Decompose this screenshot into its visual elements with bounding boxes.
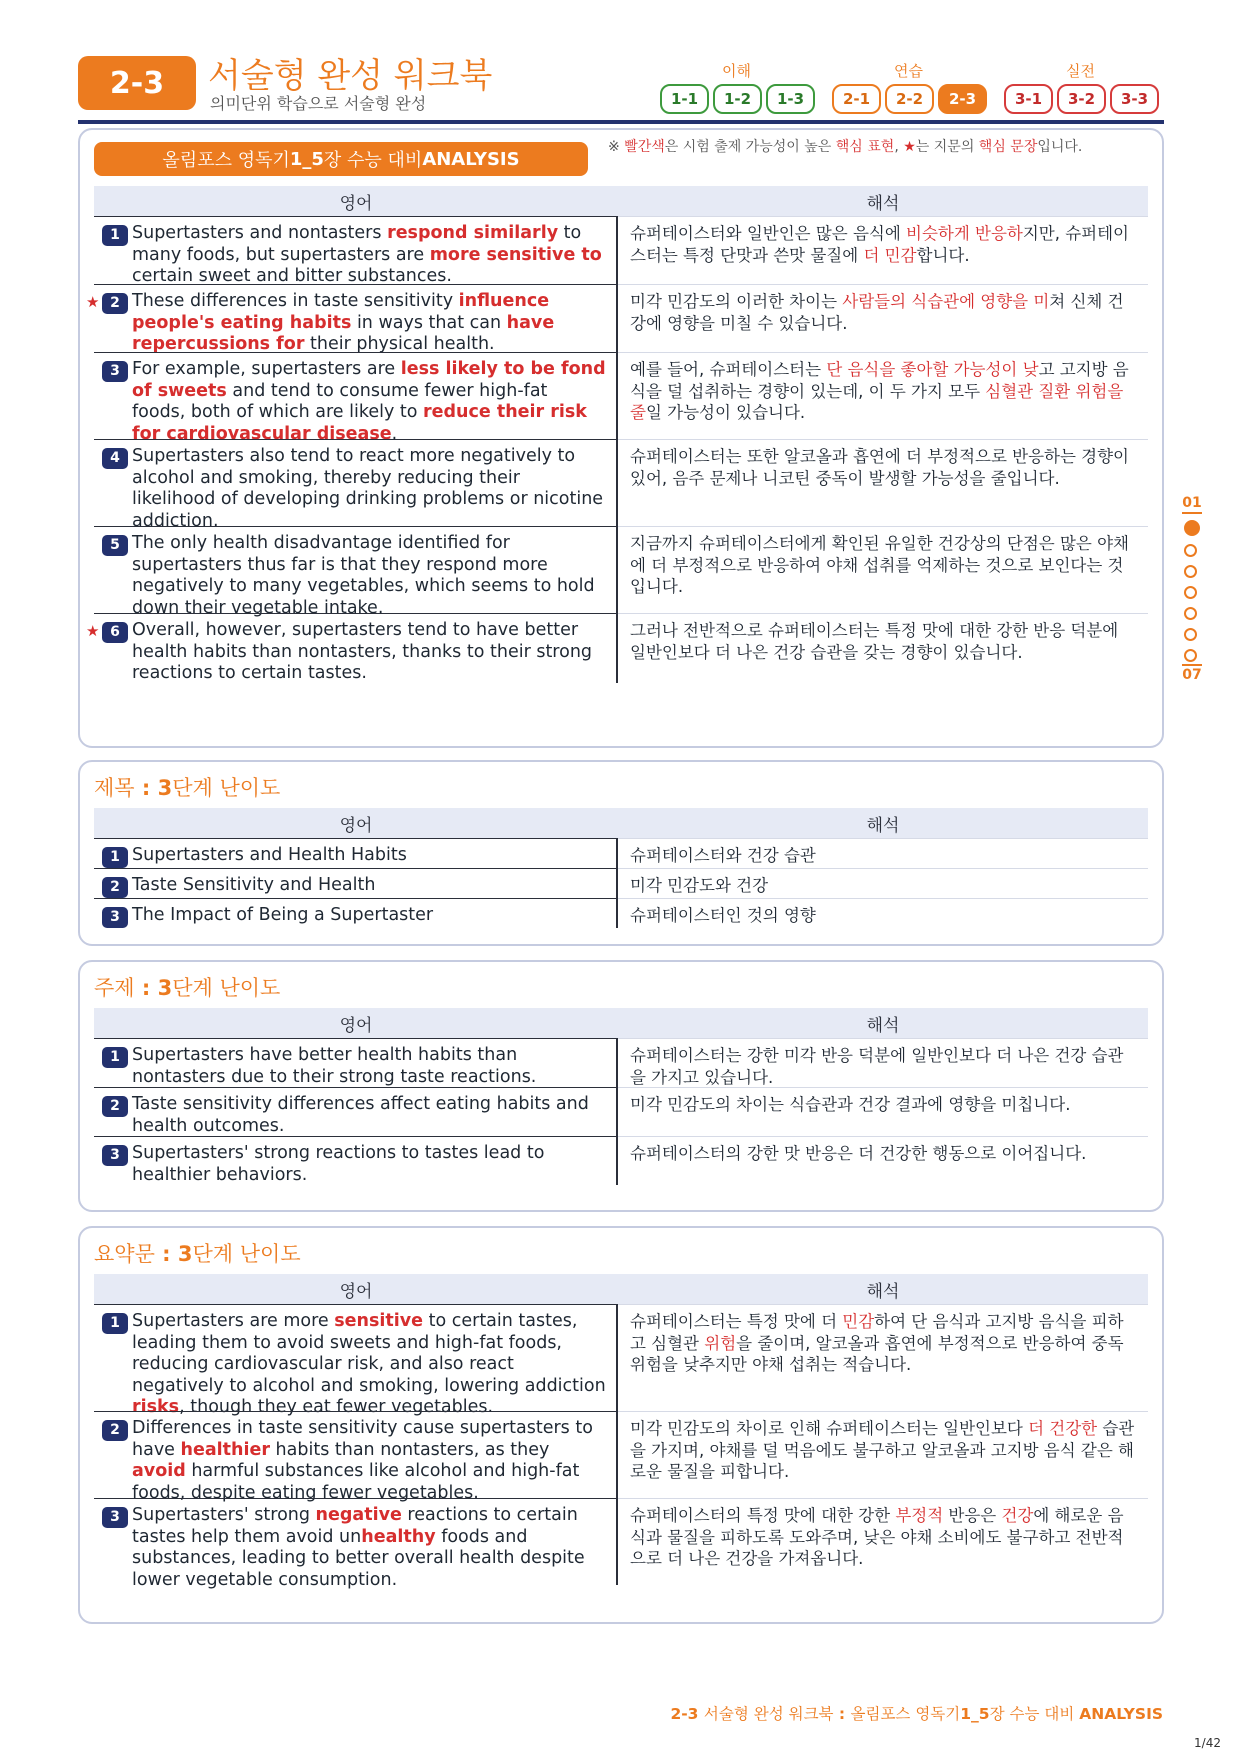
page-title: 서술형 완성 워크북 [208, 56, 493, 96]
progress-dot-icon[interactable] [1184, 649, 1197, 662]
column-header-english: 영어 [339, 1015, 373, 1036]
analysis-table [86, 186, 1148, 683]
key-expression: influence people's eating habits [132, 291, 550, 333]
section-heading: 요약문 : 3단계 난이도 [94, 1242, 301, 1266]
sentence-number-badge: 2 [102, 293, 128, 314]
sentence-text: to certain tastes, leading them to avoid sweets and high-fat foods, reducing cardiovascular risk, and also react negatively to alcohol and smoking, lowering addiction [132, 1311, 606, 1396]
table-row [94, 898, 1148, 928]
sentence-number-badge: 1 [102, 1313, 128, 1334]
korean-cell [618, 216, 1148, 284]
footer-caption [670, 1702, 1163, 1724]
korean-cell [618, 1136, 1148, 1185]
table-row [86, 613, 1148, 683]
title-panel [78, 760, 1164, 946]
footer-text: 1_5 [960, 1705, 990, 1723]
progress-dot-icon[interactable] [1184, 607, 1197, 620]
english-cell [94, 526, 618, 618]
translation-text: 일 가능성이 있습니다. [645, 403, 806, 422]
section-label: 제목 [94, 776, 135, 800]
sentence-text: Supertasters' strong reactions to tastes lead to healthier behaviors. [132, 1143, 545, 1185]
korean-cell [618, 284, 1148, 352]
korean-cell [618, 439, 1148, 526]
note-text: 핵심 표현 [835, 139, 895, 155]
key-expression: risks [132, 1397, 180, 1417]
korean-cell [618, 526, 1148, 613]
step-button-2-2[interactable]: 2-2 [885, 84, 934, 114]
step-button-1-2[interactable]: 1-2 [713, 84, 762, 114]
table-header [94, 808, 1148, 838]
section-label: 주제 [94, 976, 135, 1000]
key-expression: 더 민감 [863, 245, 917, 265]
korean-cell [618, 1498, 1148, 1585]
table-row [94, 1498, 1148, 1590]
sentence-number-badge: 2 [102, 1096, 128, 1117]
key-expression: sensitive [334, 1311, 424, 1331]
footer-text: : [833, 1705, 851, 1723]
key-expression: reduce their risk for cardiovascular disease [132, 402, 587, 444]
note-text: 핵심 문장 [978, 139, 1038, 155]
pill-text: 장 수능 대비 [323, 150, 423, 171]
sentence-text: Supertasters and nontasters [132, 223, 388, 243]
english-cell [94, 1038, 618, 1087]
sentence-text: Supertasters and Health Habits [132, 845, 407, 865]
sentence-text: Supertasters' strong [132, 1505, 316, 1525]
note-text: 는 지문의 [915, 139, 979, 155]
translation-text: 슈퍼테이스터의 강한 맛 반응은 더 건강한 행동으로 이어집니다. [630, 1144, 1087, 1163]
footer-text: 2-3 [670, 1705, 704, 1723]
sentence-number-badge: 1 [102, 225, 128, 246]
progress-dot-active-icon[interactable] [1184, 520, 1200, 536]
sentence-number-badge: 6 [102, 622, 128, 643]
table-row [94, 838, 1148, 868]
pill-text: 1_5 [289, 148, 324, 170]
column-header-korean: 해석 [866, 193, 900, 214]
section-label: 요약문 [94, 1242, 155, 1266]
progress-dot-icon[interactable] [1184, 586, 1197, 599]
footer-text: 올림포스 영독기 [850, 1705, 961, 1723]
table-header [94, 1274, 1148, 1304]
table-row [94, 1411, 1148, 1503]
sentence-text: These differences in taste sensitivity [132, 291, 459, 311]
key-expression: negative [315, 1505, 402, 1525]
sentence-text: to many foods, but supertasters are [132, 223, 582, 265]
key-expression: 단 음식을 좋아할 가능성이 낮 [826, 360, 1039, 379]
table-header [94, 186, 1148, 216]
table-row [94, 1038, 1148, 1087]
progress-end-label: 07 [1182, 664, 1201, 684]
sentence-text: in ways that can [351, 312, 507, 333]
sentence-text: The only health disadvantage identified for supertasters thus far is that they respond more negatively to many vegetables, which seems to hold down their vegetable intake. [132, 533, 595, 618]
translation-text: 고 고지방 음식을 덜 섭취하는 경향이 있는데, 이 두 가지 모두 [630, 360, 1129, 401]
english-cell [94, 1304, 618, 1417]
table-row [94, 1136, 1148, 1185]
key-expression: less likely to be fond of sweets [132, 359, 606, 401]
key-sentence-star-icon: ★ [86, 622, 100, 640]
title-table [94, 808, 1148, 928]
english-cell [94, 439, 618, 531]
translation-text: 미각 민감도의 차이는 식습관과 건강 결과에 영향을 미칩니다. [630, 1095, 1071, 1114]
footer-text: 서술형 완성 워크북 [703, 1705, 834, 1723]
key-expression: 심혈관 질환 위험을 줄 [630, 381, 1124, 422]
column-header-english: 영어 [339, 815, 373, 836]
summary-table [94, 1274, 1148, 1590]
key-expression: healthy [361, 1526, 436, 1547]
sentence-text: For example, supertasters are [132, 359, 401, 379]
translation-text: 슈퍼테이스터는 또한 알코올과 흡연에 더 부정적으로 반응하는 경향이 있어, 음주 문제나 니코틴 중독이 발생할 가능성을 줄입니다. [630, 447, 1129, 488]
note-text: 은 시험 출제 가능성이 높은 [664, 139, 836, 155]
note-text: , [894, 139, 904, 155]
english-cell [94, 838, 618, 868]
note-text: ※ [608, 139, 625, 155]
key-expression: respond similarly [387, 223, 559, 243]
sentence-text: reactions to certain tastes help them avoid un [132, 1505, 578, 1547]
sentence-text: Taste sensitivity differences affect eating habits and health outcomes. [132, 1094, 589, 1136]
translation-text: 합니다. [916, 245, 970, 265]
key-expression: 민감 [842, 1312, 875, 1331]
level-suffix: 단계 난이도 [192, 1242, 301, 1266]
key-expression: 부정적 [895, 1506, 944, 1525]
sentence-text: Overall, however, supertasters tend to have better health habits than nontasters, thanks to their strong reactions to certain tastes. [132, 620, 593, 683]
key-expression: 위험 [704, 1333, 737, 1353]
english-cell [86, 613, 618, 683]
table-row [94, 1087, 1148, 1136]
column-header-korean: 해석 [866, 1281, 900, 1302]
translation-text: 하여 단 음식과 고지방 음식을 피하고 심혈관 [630, 1312, 1124, 1353]
korean-cell [618, 1038, 1148, 1087]
translation-text: 슈퍼테이스터인 것의 영향 [630, 906, 816, 925]
table-row [86, 284, 1148, 354]
pill-text: ANALYSIS [422, 148, 520, 170]
note-text: 입니다. [1037, 139, 1083, 155]
korean-cell [618, 352, 1148, 439]
legend-note [608, 138, 1156, 156]
translation-text: 미각 민감도의 차이로 인해 슈퍼테이스터는 일반인보다 [630, 1419, 1029, 1438]
step-group-real [1004, 84, 1159, 114]
sentence-number-badge: 2 [102, 1420, 128, 1441]
translation-text: 그러나 전반적으로 슈퍼테이스터는 특정 맛에 대한 강한 반응 덕분에 일반인보다 더 나은 건강 습관을 갖는 경향이 있습니다. [630, 621, 1119, 662]
sentence-number-badge: 4 [102, 448, 128, 469]
sentence-text: Supertasters are more [132, 1311, 335, 1331]
sentence-number-badge: 3 [102, 1145, 128, 1166]
key-expression: have repercussions for [132, 312, 555, 354]
sentence-number-badge: 1 [102, 847, 128, 868]
pill-text: 올림포스 영독기 [162, 150, 290, 171]
column-header-korean: 해석 [866, 815, 900, 836]
level-suffix: 단계 난이도 [172, 776, 281, 800]
step-button-1-3[interactable]: 1-3 [766, 84, 815, 114]
key-expression: healthier [180, 1439, 270, 1460]
star-icon: ★ [903, 139, 916, 155]
sentence-text: habits than nontasters, as they [269, 1439, 550, 1460]
translation-text: 예를 들어, 슈퍼테이스터는 [630, 360, 827, 379]
sentence-text: Taste Sensitivity and Health [132, 875, 376, 895]
analysis-pill [94, 142, 588, 176]
column-header-english: 영어 [339, 1281, 373, 1302]
sentence-number-badge: 3 [102, 361, 128, 382]
english-cell [94, 898, 618, 928]
korean-cell [618, 613, 1148, 683]
english-cell [94, 1498, 618, 1590]
translation-text: 을 줄이며, 알코올과 흡연에 부정적으로 반응하여 중독 위험을 낮추지만 야채 섭취는 적습니다. [630, 1333, 1124, 1374]
sentence-text: and tend to consume fewer high-fat foods, both of which are likely to [132, 380, 548, 422]
step-button-3-1[interactable]: 3-1 [1004, 84, 1053, 114]
group-label-understand: 이해 [722, 62, 751, 80]
header-divider [78, 120, 1164, 124]
sentence-text: harmful substances like alcohol and high-fat foods, despite eating fewer vegetables. [132, 1461, 580, 1503]
footer-text: 장 수능 대비 [989, 1705, 1080, 1723]
english-cell [94, 1136, 618, 1185]
sentence-text: . [391, 423, 398, 444]
progress-dot-icon[interactable] [1184, 544, 1197, 557]
key-expression: 더 건강한 [1028, 1419, 1098, 1438]
translation-text: 쳐 신체 건강에 영향을 미칠 수 있습니다. [630, 292, 1124, 333]
footer-text: ANALYSIS [1079, 1705, 1163, 1723]
translation-text: 반응은 [943, 1506, 1002, 1525]
sentence-number-badge: 2 [102, 877, 128, 898]
translation-text: 지금까지 슈퍼테이스터에게 확인된 유일한 건강상의 단점은 많은 야채에 더 부정적으로 반응하여 야채 섭취를 억제하는 것으로 보인다는 것입니다. [630, 534, 1129, 596]
english-cell [94, 1411, 618, 1503]
sentence-text: Supertasters have better health habits than nontasters due to their strong taste reactions. [132, 1045, 537, 1087]
group-label-practice: 연습 [894, 62, 923, 80]
korean-cell [618, 868, 1148, 898]
group-label-real: 실전 [1066, 62, 1095, 80]
note-text: 빨간색 [624, 139, 665, 155]
translation-text: 슈퍼테이스터와 건강 습관 [630, 846, 816, 865]
translation-text: 슈퍼테이스터의 특정 맛에 대한 강한 [630, 1506, 896, 1525]
translation-text: 습관을 가지며, 야채를 덜 먹음에도 불구하고 알코올과 고지방 음식 같은 해로운 물질을 피합니다. [630, 1419, 1135, 1481]
table-row [94, 1304, 1148, 1417]
sentence-text: Supertasters also tend to react more negatively to alcohol and smoking, thereby reducing their likelihood of developing drinking problems or nicotine addiction. [132, 446, 604, 531]
sentence-number-badge: 3 [102, 907, 128, 928]
progress-dot-icon[interactable] [1184, 565, 1197, 578]
sentence-number-badge: 5 [102, 535, 128, 556]
section-badge: 2-3 [78, 56, 196, 110]
column-header-english: 영어 [339, 193, 373, 214]
summary-panel [78, 1226, 1164, 1624]
section-heading: 주제 : 3단계 난이도 [94, 976, 281, 1000]
step-button-2-1[interactable]: 2-1 [832, 84, 881, 114]
table-row [94, 868, 1148, 898]
sentence-number-badge: 1 [102, 1047, 128, 1068]
step-button-3-3[interactable]: 3-3 [1110, 84, 1159, 114]
korean-cell [618, 1087, 1148, 1136]
translation-text: 지만, 슈퍼테이스터는 특정 단맛과 쓴맛 물질에 [630, 224, 1129, 265]
sentence-text: The Impact of Being a Supertaster [132, 905, 434, 925]
page-number: 1/42 [1194, 1736, 1221, 1750]
column-header-korean: 해석 [866, 1015, 900, 1036]
translation-text: 슈퍼테이스터와 일반인은 많은 음식에 [630, 224, 907, 243]
korean-cell [618, 838, 1148, 868]
table-row [94, 439, 1148, 531]
section-heading: 제목 : 3단계 난이도 [94, 776, 281, 800]
table-row [94, 526, 1148, 618]
key-expression: more sensitive to [429, 244, 602, 265]
level-number: 3 [157, 776, 173, 800]
sentence-number-badge: 3 [102, 1507, 128, 1528]
korean-cell [618, 898, 1148, 928]
key-expression: 사람들의 식습관에 영향을 미 [842, 292, 1050, 311]
english-cell [86, 284, 618, 354]
english-cell [94, 868, 618, 898]
progress-dot-icon[interactable] [1184, 628, 1197, 641]
english-cell [94, 352, 618, 444]
sentence-text: their physical health. [304, 334, 495, 354]
translation-text: 에 해로운 음식과 물질을 피하도록 도와주며, 낮은 야채 소비에도 불구하고 전반적으로 더 나은 건강을 가져옵니다. [630, 1506, 1124, 1568]
key-expression: 건강 [1001, 1506, 1034, 1525]
translation-text: 미각 민감도의 이러한 차이는 [630, 292, 843, 311]
level-number: 3 [177, 1242, 193, 1266]
translation-text: 미각 민감도와 건강 [630, 876, 769, 895]
korean-cell [618, 1411, 1148, 1498]
sentence-text: Differences in taste sensitivity cause supertasters to have [132, 1418, 593, 1460]
translation-text: 슈퍼테이스터는 강한 미각 반응 덕분에 일반인보다 더 나은 건강 습관을 가지고 있습니다. [630, 1046, 1124, 1087]
progress-start-label: 01 [1182, 494, 1201, 514]
step-group-practice [832, 84, 987, 114]
korean-cell [618, 1304, 1148, 1411]
sentence-text: foods and substances, leading to better overall health despite lower vegetable consumption. [132, 1526, 585, 1590]
translation-text: 슈퍼테이스터는 특정 맛에 더 [630, 1312, 843, 1331]
level-suffix: 단계 난이도 [172, 976, 281, 1000]
key-expression: avoid [132, 1461, 186, 1481]
table-row [94, 352, 1148, 444]
theme-panel [78, 960, 1164, 1212]
step-button-3-2[interactable]: 3-2 [1057, 84, 1106, 114]
table-row [94, 216, 1148, 284]
key-sentence-star-icon: ★ [86, 293, 100, 311]
key-expression: 비슷하게 반응하 [906, 224, 1023, 243]
analysis-panel [78, 128, 1164, 748]
step-button-2-3[interactable]: 2-3 [938, 84, 987, 114]
page-progress-nav [1178, 494, 1206, 684]
theme-table [94, 1008, 1148, 1185]
table-header [94, 1008, 1148, 1038]
level-number: 3 [157, 976, 173, 1000]
step-group-understand [660, 84, 815, 114]
english-cell [94, 216, 618, 284]
sentence-text: certain sweet and bitter substances. [132, 266, 452, 286]
step-button-1-1[interactable]: 1-1 [660, 84, 709, 114]
page-subtitle: 의미단위 학습으로 서술형 완성 [210, 94, 427, 113]
english-cell [94, 1087, 618, 1136]
sentence-text: , though they eat fewer vegetables. [179, 1397, 494, 1417]
